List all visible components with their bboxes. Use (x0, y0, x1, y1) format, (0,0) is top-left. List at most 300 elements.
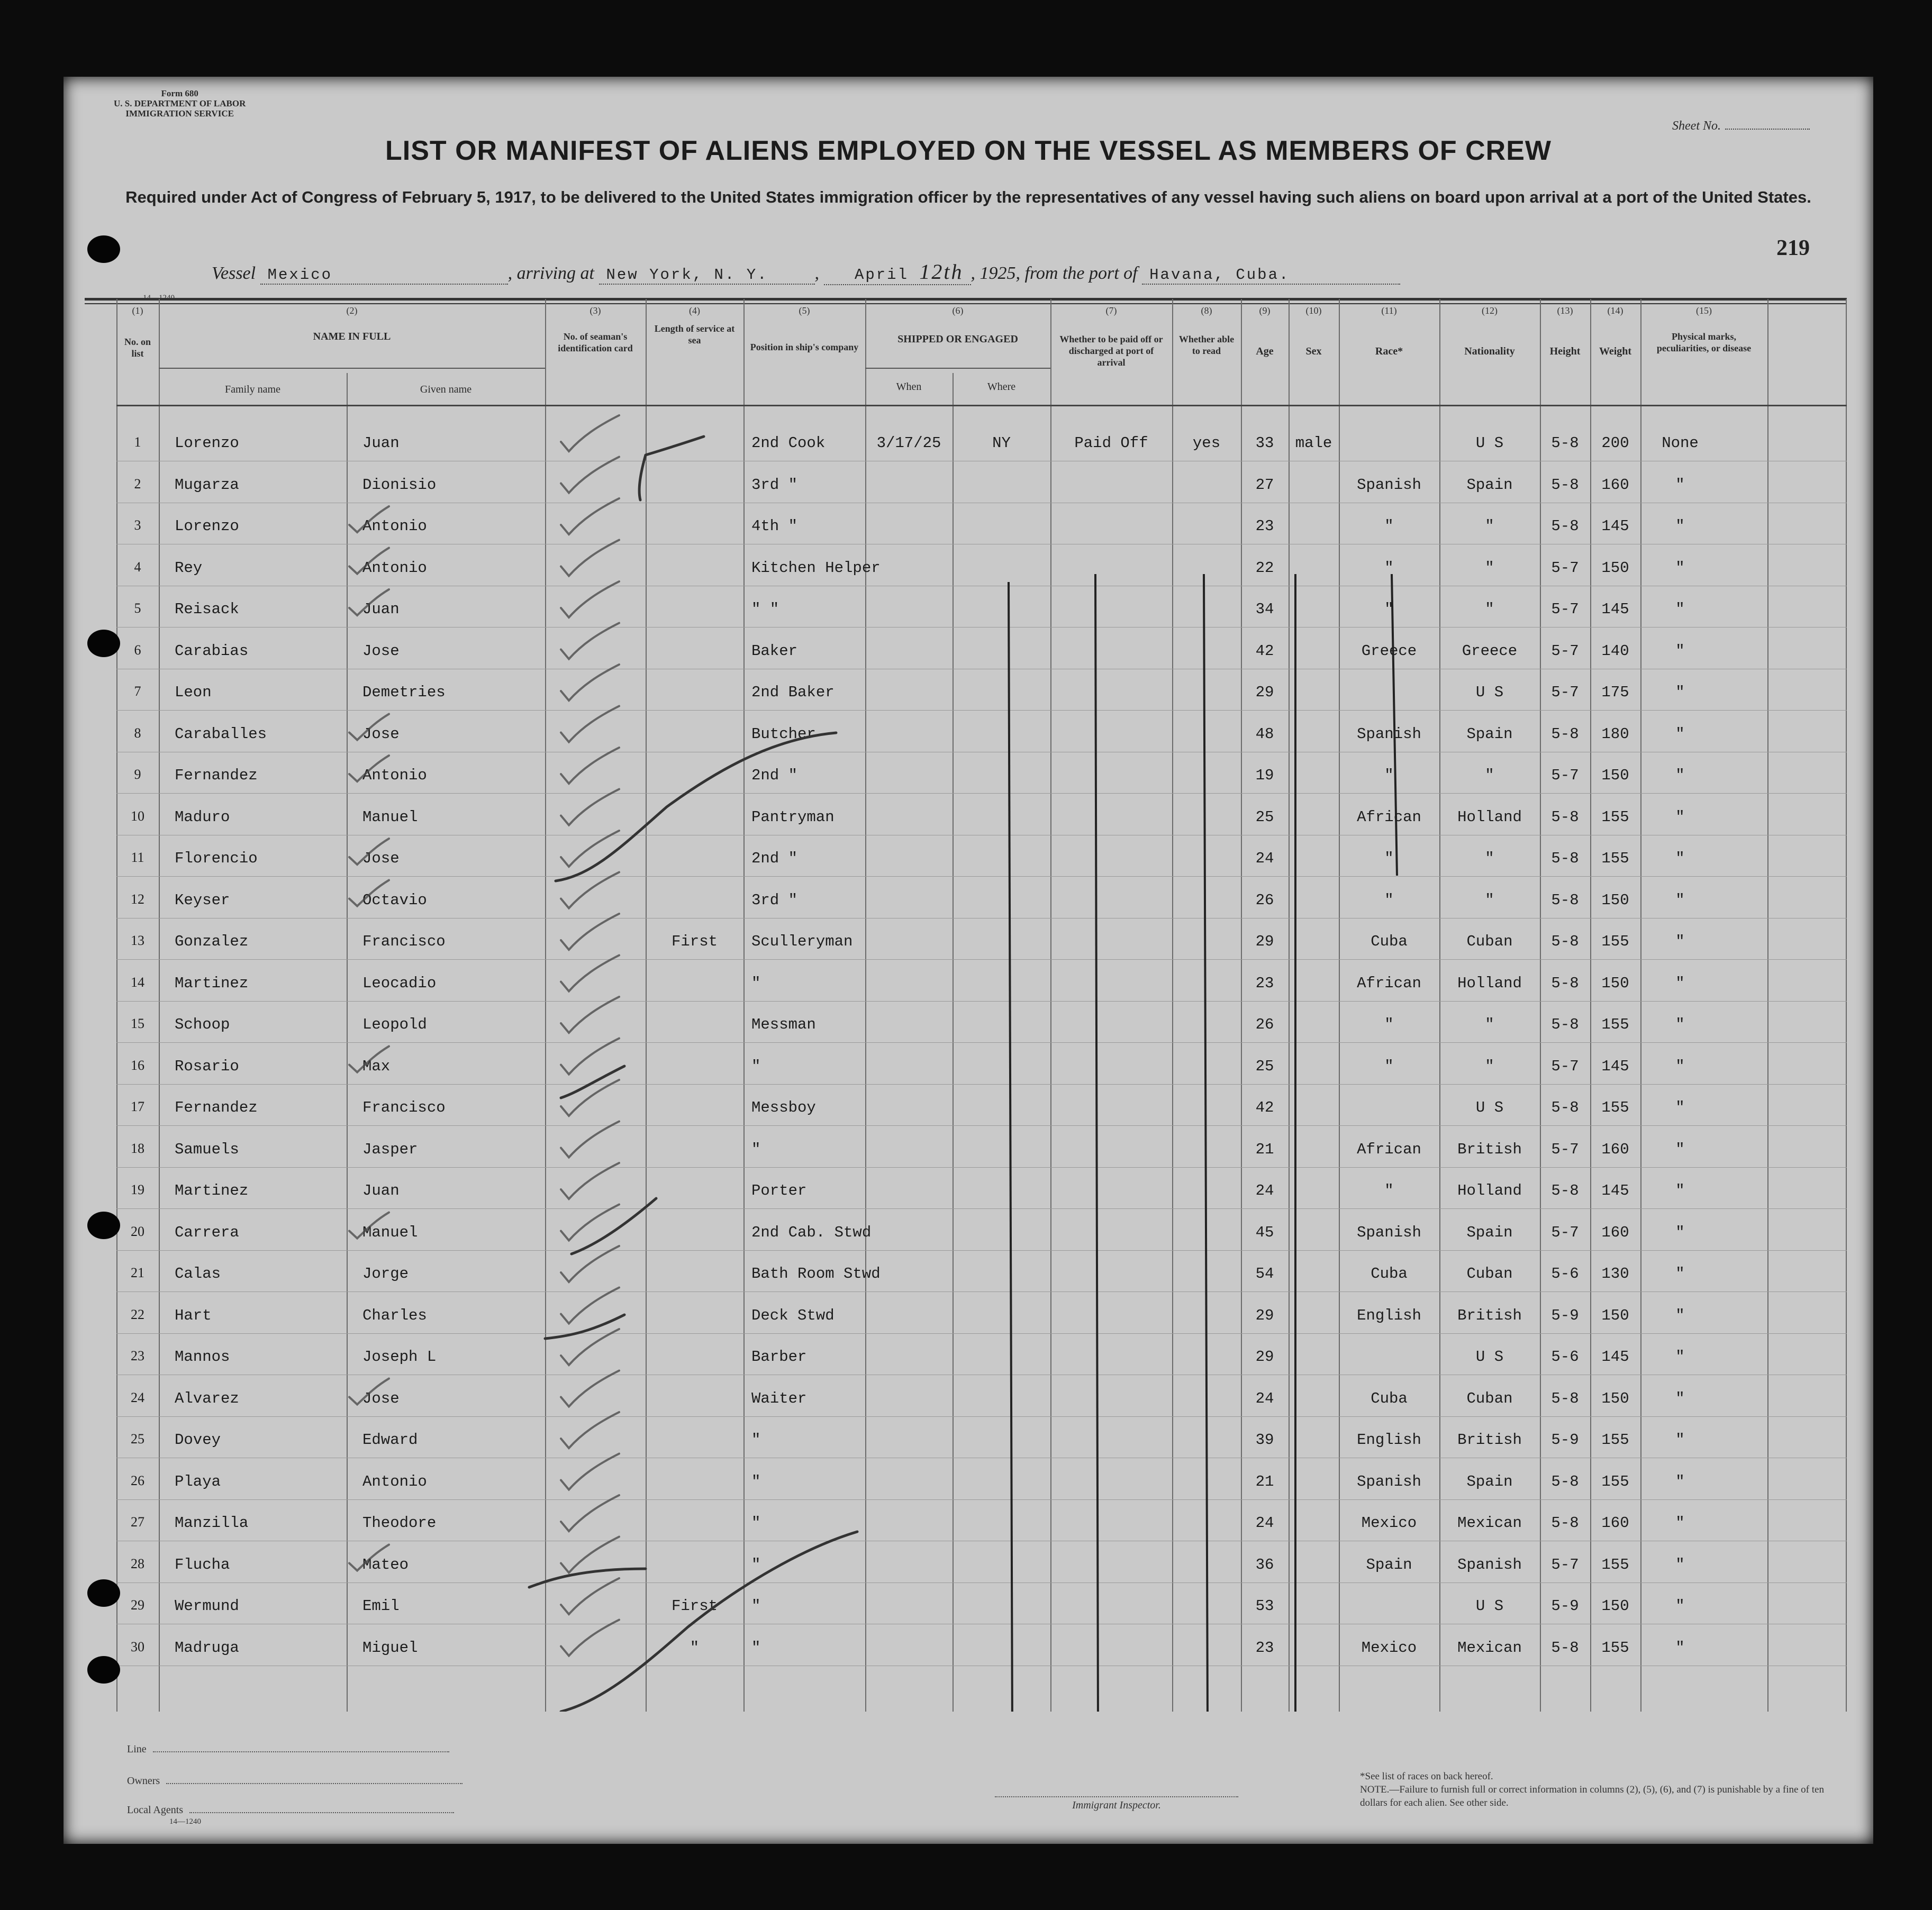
cell-given: Manuel (362, 808, 418, 826)
cell-marks: " (1675, 1140, 1685, 1158)
cell-family: Carrera (175, 1223, 239, 1241)
check-mark (561, 706, 619, 742)
cell-height: 5-8 (1551, 1016, 1579, 1033)
cell-given: Jose (362, 725, 400, 743)
cell-weight: 155 (1601, 1556, 1629, 1574)
cell-weight: 155 (1601, 1431, 1629, 1449)
cell-no: 14 (131, 974, 144, 990)
cell-position: Sculleryman (751, 933, 853, 950)
cell-given: Joseph L (362, 1348, 437, 1366)
check-mark (561, 1246, 619, 1282)
cell-height: 5-8 (1551, 725, 1579, 743)
cell-nationality: " (1485, 601, 1494, 618)
check-mark (349, 714, 389, 740)
cell-marks: " (1675, 1348, 1685, 1366)
cell-given: Edward (362, 1431, 418, 1449)
cell-family: Fernandez (175, 1099, 258, 1116)
cell-race: " (1384, 767, 1394, 784)
cell-marks: " (1675, 642, 1685, 660)
cell-family: Calas (175, 1265, 221, 1283)
header-shipped-engaged: SHIPPED OR ENGAGED (897, 333, 1018, 345)
cell-nationality: Spain (1466, 1472, 1513, 1490)
col-number: (14) (1607, 305, 1623, 316)
header-paid-off: Whether to be paid off or discharged at port of arrival (1059, 334, 1163, 368)
footer-line-label: Line (127, 1743, 147, 1755)
header-position: Position in ship's company (750, 342, 859, 352)
cell-family: Samuels (175, 1140, 239, 1158)
cell-family: Florencio (175, 850, 258, 867)
punch-hole (87, 1212, 120, 1239)
cell-age: 29 (1255, 1348, 1274, 1366)
cell-nationality: U S (1475, 1099, 1504, 1116)
cell-nationality: " (1485, 1016, 1494, 1033)
cell-weight: 145 (1601, 1057, 1629, 1075)
cell-nationality: " (1485, 1057, 1494, 1075)
cell-age: 22 (1255, 559, 1274, 577)
cell-weight: 175 (1601, 684, 1629, 701)
punch-hole (87, 1579, 120, 1607)
cell-no: 17 (131, 1099, 144, 1114)
manifest-sheet (64, 77, 1873, 1844)
punch-hole (87, 1656, 120, 1684)
footer-owners-blank (166, 1783, 462, 1784)
cell-race: Mexico (1361, 1514, 1417, 1532)
footer-owners-label: Owners (127, 1775, 160, 1787)
check-mark (561, 997, 619, 1033)
check-mark (349, 1379, 389, 1405)
cell-nationality: Cuban (1466, 1265, 1513, 1283)
cell-position: " (751, 974, 761, 992)
cell-nationality: British (1457, 1140, 1522, 1158)
cell-weight: 160 (1601, 1514, 1629, 1532)
cell-paid: Paid Off (1074, 434, 1148, 452)
cell-weight: 200 (1601, 434, 1629, 452)
cell-weight: 150 (1601, 1389, 1629, 1407)
arriving-label: , arriving at (507, 263, 594, 283)
cell-no: 27 (131, 1514, 144, 1530)
cell-marks: " (1675, 974, 1685, 992)
footer-agents-field (127, 1804, 454, 1816)
cell-no: 3 (134, 517, 141, 533)
cell-marks: " (1675, 1431, 1685, 1449)
cell-nationality: U S (1475, 1348, 1504, 1366)
cell-height: 5-8 (1551, 1472, 1579, 1490)
cell-nationality: Mexican (1457, 1639, 1522, 1657)
check-mark (349, 589, 389, 615)
cell-family: Maduro (175, 808, 230, 826)
cell-no: 20 (131, 1223, 144, 1239)
cell-no: 9 (134, 767, 141, 782)
cell-height: 5-8 (1551, 1182, 1579, 1199)
cell-age: 29 (1255, 1306, 1274, 1324)
cell-given: Leopold (362, 1016, 427, 1033)
cell-family: Lorenzo (175, 434, 239, 452)
header-length-service: Length of service at sea (654, 323, 735, 345)
cell-height: 5-7 (1551, 1057, 1579, 1075)
footer-line-blank (153, 1751, 449, 1752)
col-number: (10) (1305, 305, 1322, 316)
cell-position: " (751, 1639, 761, 1657)
cell-race: Spanish (1357, 725, 1421, 743)
cell-no: 16 (131, 1057, 144, 1073)
cell-nationality: U S (1475, 684, 1504, 701)
cell-family: Fernandez (175, 767, 258, 784)
cell-given: Antonio (362, 517, 427, 535)
cell-marks: " (1675, 725, 1685, 743)
cell-height: 5-8 (1551, 1639, 1579, 1657)
cell-nationality: U S (1475, 1597, 1504, 1615)
col-number: (15) (1696, 305, 1712, 316)
cell-age: 42 (1255, 1099, 1274, 1116)
cell-marks: " (1675, 767, 1685, 784)
cell-age: 24 (1255, 1182, 1274, 1199)
cell-no: 2 (134, 476, 141, 492)
cell-position: Waiter (751, 1389, 807, 1407)
cell-family: Mannos (175, 1348, 230, 1366)
cell-marks: " (1675, 476, 1685, 494)
cell-weight: 155 (1601, 1099, 1629, 1116)
cell-age: 24 (1255, 850, 1274, 867)
cell-marks: " (1675, 1306, 1685, 1324)
cell-age: 25 (1255, 1057, 1274, 1075)
cell-nationality: Spain (1466, 476, 1513, 494)
cell-no: 18 (131, 1140, 144, 1156)
arrival-port: New York, N. Y. (599, 266, 815, 285)
cell-height: 5-8 (1551, 1514, 1579, 1532)
arrival-month: April (854, 266, 909, 284)
cell-read: yes (1192, 434, 1221, 452)
footnote-races: *See list of races on back hereof. (1360, 1771, 1493, 1782)
cell-height: 5-7 (1551, 559, 1579, 577)
cell-given: Charles (362, 1306, 427, 1324)
cell-race: African (1357, 808, 1421, 826)
cell-nationality: British (1457, 1431, 1522, 1449)
cell-age: 23 (1255, 1639, 1274, 1657)
check-mark (561, 1578, 619, 1614)
check-mark (561, 498, 619, 534)
cell-position: Baker (751, 642, 798, 660)
cell-weight: 140 (1601, 642, 1629, 660)
cell-height: 5-8 (1551, 850, 1579, 867)
sheet-number-label: Sheet No. (1672, 119, 1721, 133)
cell-height: 5-7 (1551, 1556, 1579, 1574)
header-given-name: Given name (420, 384, 472, 395)
cell-nationality: " (1485, 767, 1494, 784)
stamped-page-number: 219 (1776, 236, 1810, 260)
col-number: (11) (1381, 305, 1397, 316)
cell-family: Carabias (175, 642, 249, 660)
cell-service: First (671, 933, 718, 950)
cell-nationality: Cuban (1466, 1389, 1513, 1407)
cell-height: 5-8 (1551, 1389, 1579, 1407)
cell-nationality: Holland (1457, 974, 1522, 992)
sheet-number-field (1672, 119, 1810, 133)
header-where: Where (987, 381, 1016, 393)
cell-no: 21 (131, 1265, 144, 1280)
cell-no: 13 (131, 933, 144, 948)
cell-race: Cuba (1371, 1389, 1408, 1407)
cell-marks: " (1675, 1514, 1685, 1532)
cell-no: 10 (131, 808, 144, 824)
cell-given: Francisco (362, 1099, 446, 1116)
cell-given: Emil (362, 1597, 400, 1615)
cell-no: 7 (134, 684, 141, 699)
check-mark (561, 1039, 619, 1075)
cell-weight: 145 (1601, 1182, 1629, 1199)
check-mark (561, 1205, 619, 1241)
cell-given: Jose (362, 642, 400, 660)
cell-age: 36 (1255, 1556, 1274, 1574)
cell-no: 15 (131, 1016, 144, 1031)
header-when: When (896, 381, 922, 393)
cell-race: Spanish (1357, 1472, 1421, 1490)
cell-race: Spanish (1357, 476, 1421, 494)
cell-age: 26 (1255, 1016, 1274, 1033)
header-race: Race* (1375, 345, 1403, 357)
cell-weight: 160 (1601, 1223, 1629, 1241)
cell-age: 25 (1255, 808, 1274, 826)
check-mark (561, 1371, 619, 1407)
cell-race: Cuba (1371, 1265, 1408, 1283)
cell-position: Butcher (751, 725, 816, 743)
cell-marks: " (1675, 1223, 1685, 1241)
check-mark (561, 1620, 619, 1656)
cell-position: " (751, 1472, 761, 1490)
cell-nationality: " (1485, 559, 1494, 577)
cell-given: Miguel (362, 1639, 418, 1657)
check-mark (349, 1213, 389, 1239)
cell-marks: " (1675, 1099, 1685, 1116)
cell-no: 29 (131, 1597, 144, 1613)
cell-race: African (1357, 974, 1421, 992)
cell-age: 27 (1255, 476, 1274, 494)
cell-nationality: " (1485, 891, 1494, 909)
cell-nationality: Greece (1462, 642, 1518, 660)
cell-family: Flucha (175, 1556, 230, 1574)
cell-given: Antonio (362, 559, 427, 577)
check-mark (349, 756, 389, 781)
header-physical-marks: Physical marks, peculiarities, or disease (1656, 331, 1752, 353)
cell-weight: 155 (1601, 933, 1629, 950)
cell-family: Martinez (175, 974, 249, 992)
cell-height: 5-8 (1551, 808, 1579, 826)
cell-age: 54 (1255, 1265, 1274, 1283)
header-name-in-full: NAME IN FULL (313, 331, 391, 342)
cell-weight: 155 (1601, 850, 1629, 867)
header-id-card: No. of seaman's identification card (558, 331, 633, 353)
cell-position: 2nd Cab. Stwd (751, 1223, 872, 1241)
inspector-label: Immigrant Inspector. (995, 1796, 1238, 1812)
cell-position: 2nd " (751, 767, 798, 784)
cell-where: NY (992, 434, 1011, 452)
check-mark (561, 831, 619, 867)
check-mark (349, 880, 389, 906)
cell-nationality: British (1457, 1306, 1522, 1324)
cell-age: 33 (1255, 434, 1274, 452)
header-no-on-list: No. on list (124, 336, 151, 359)
check-mark (561, 665, 619, 701)
cell-no: 5 (134, 601, 141, 616)
crew-table (116, 299, 1847, 1712)
cell-position: " (751, 1057, 761, 1075)
cell-family: Caraballes (175, 725, 267, 743)
header-family-name: Family name (225, 384, 280, 395)
cell-marks: " (1675, 808, 1685, 826)
cell-given: Juan (362, 601, 400, 618)
cell-given: Max (362, 1057, 391, 1075)
cell-marks: None (1662, 434, 1699, 452)
col-number: (3) (589, 305, 601, 316)
cell-nationality: Holland (1457, 1182, 1522, 1199)
cell-family: Hart (175, 1306, 212, 1324)
cell-height: 5-8 (1551, 891, 1579, 909)
cell-age: 53 (1255, 1597, 1274, 1615)
footer-agents-label: Local Agents (127, 1804, 184, 1816)
cell-weight: 150 (1601, 767, 1629, 784)
ditto-vertical-lines (1009, 574, 1397, 1712)
cell-marks: " (1675, 601, 1685, 618)
cell-age: 24 (1255, 1514, 1274, 1532)
check-mark (561, 581, 619, 617)
header-sex: Sex (1305, 345, 1322, 357)
cell-given: Dionisio (362, 476, 437, 494)
cell-age: 42 (1255, 642, 1274, 660)
cell-family: Manzilla (175, 1514, 249, 1532)
cell-given: Juan (362, 1182, 400, 1199)
cell-weight: 145 (1601, 517, 1629, 535)
cell-given: Juan (362, 434, 400, 452)
footnote (1360, 1770, 1836, 1809)
cell-race: Spain (1366, 1556, 1412, 1574)
cell-age: 24 (1255, 1389, 1274, 1407)
check-mark (349, 839, 389, 865)
cell-height: 5-8 (1551, 476, 1579, 494)
cell-age: 23 (1255, 517, 1274, 535)
footnote-penalty: NOTE.—Failure to furnish full or correct information in columns (2), (5), (6), and (7) is punishable by a fine of ten dollars for each alien. See other side. (1360, 1784, 1824, 1808)
cell-position: Deck Stwd (751, 1306, 835, 1324)
cell-when: 3/17/25 (876, 434, 941, 452)
cell-race: " (1384, 601, 1394, 618)
cell-height: 5-8 (1551, 434, 1579, 452)
cell-age: 21 (1255, 1140, 1274, 1158)
cell-marks: " (1675, 1057, 1685, 1075)
cell-marks: " (1675, 850, 1685, 867)
cell-position: " (751, 1597, 761, 1615)
cell-weight: 160 (1601, 1140, 1629, 1158)
header-nationality: Nationality (1464, 345, 1515, 357)
cell-height: 5-9 (1551, 1306, 1579, 1324)
cell-family: Keyser (175, 891, 230, 909)
cell-race: " (1384, 559, 1394, 577)
cell-nationality: " (1485, 517, 1494, 535)
cell-position: Kitchen Helper (751, 559, 881, 577)
cell-given: Mateo (362, 1556, 409, 1574)
header-able-to-read: Whether able to read (1178, 334, 1235, 356)
cell-weight: 130 (1601, 1265, 1629, 1283)
cell-given: Francisco (362, 933, 446, 950)
sheet-number-blank (1725, 129, 1810, 130)
cell-marks: " (1675, 1597, 1685, 1615)
page-title: LIST OR MANIFEST OF ALIENS EMPLOYED ON THE VESSEL AS MEMBERS OF CREW (385, 135, 1552, 166)
cell-age: 21 (1255, 1472, 1274, 1490)
arrival-day: 12th (919, 260, 964, 284)
check-mark (561, 1412, 619, 1448)
cell-height: 5-6 (1551, 1265, 1579, 1283)
col-number: (2) (346, 305, 358, 316)
cell-given: Manuel (362, 1223, 418, 1241)
cell-race: Greece (1361, 642, 1417, 660)
cell-position: Barber (751, 1348, 807, 1366)
cell-family: Playa (175, 1472, 221, 1490)
cell-position: 3rd " (751, 891, 798, 909)
cell-age: 45 (1255, 1223, 1274, 1241)
cell-race: " (1384, 1016, 1394, 1033)
cell-race: " (1384, 1057, 1394, 1075)
cell-no: 24 (131, 1389, 144, 1405)
check-mark (561, 1122, 619, 1158)
cell-service: First (671, 1597, 718, 1615)
cell-position: Porter (751, 1182, 807, 1199)
cell-no: 30 (131, 1639, 144, 1654)
check-mark (349, 1047, 389, 1072)
cell-family: Reisack (175, 601, 239, 618)
vessel-label: Vessel (212, 263, 256, 283)
cell-marks: " (1675, 1016, 1685, 1033)
cell-marks: " (1675, 517, 1685, 535)
cell-no: 22 (131, 1306, 144, 1322)
cell-height: 5-8 (1551, 974, 1579, 992)
header-weight: Weight (1599, 345, 1632, 357)
cell-no: 26 (131, 1472, 144, 1488)
arrival-year: 1925 (979, 263, 1016, 283)
cell-no: 23 (131, 1348, 144, 1363)
cell-given: Antonio (362, 767, 427, 784)
col-number: (8) (1201, 305, 1212, 316)
cell-nationality: U S (1475, 434, 1504, 452)
col-number: (7) (1105, 305, 1117, 316)
cell-family: Mugarza (175, 476, 239, 494)
cell-family: Leon (175, 684, 212, 701)
cell-weight: 180 (1601, 725, 1629, 743)
check-mark (561, 1454, 619, 1490)
arrival-date (824, 259, 971, 285)
cell-service: " (690, 1639, 700, 1657)
header-height: Height (1549, 345, 1581, 357)
cell-height: 5-7 (1551, 642, 1579, 660)
cell-weight: 150 (1601, 1306, 1629, 1324)
cell-weight: 155 (1601, 808, 1629, 826)
cell-height: 5-7 (1551, 684, 1579, 701)
cell-nationality: Spanish (1457, 1556, 1522, 1574)
cell-family: Lorenzo (175, 517, 239, 535)
cell-marks: " (1675, 1265, 1685, 1283)
form-number: Form 680 (161, 88, 198, 98)
cell-weight: 155 (1601, 1472, 1629, 1490)
check-mark (561, 914, 619, 950)
cell-no: 1 (134, 434, 141, 450)
check-mark (561, 956, 619, 992)
cell-family: Rosario (175, 1057, 239, 1075)
cell-race: " (1384, 517, 1394, 535)
cell-marks: " (1675, 684, 1685, 701)
cell-height: 5-8 (1551, 933, 1579, 950)
cell-family: Rey (175, 559, 203, 577)
cell-family: Gonzalez (175, 933, 249, 950)
cell-race: Mexico (1361, 1639, 1417, 1657)
cell-height: 5-7 (1551, 767, 1579, 784)
cell-weight: 145 (1601, 1348, 1629, 1366)
cell-position: Pantryman (751, 808, 835, 826)
